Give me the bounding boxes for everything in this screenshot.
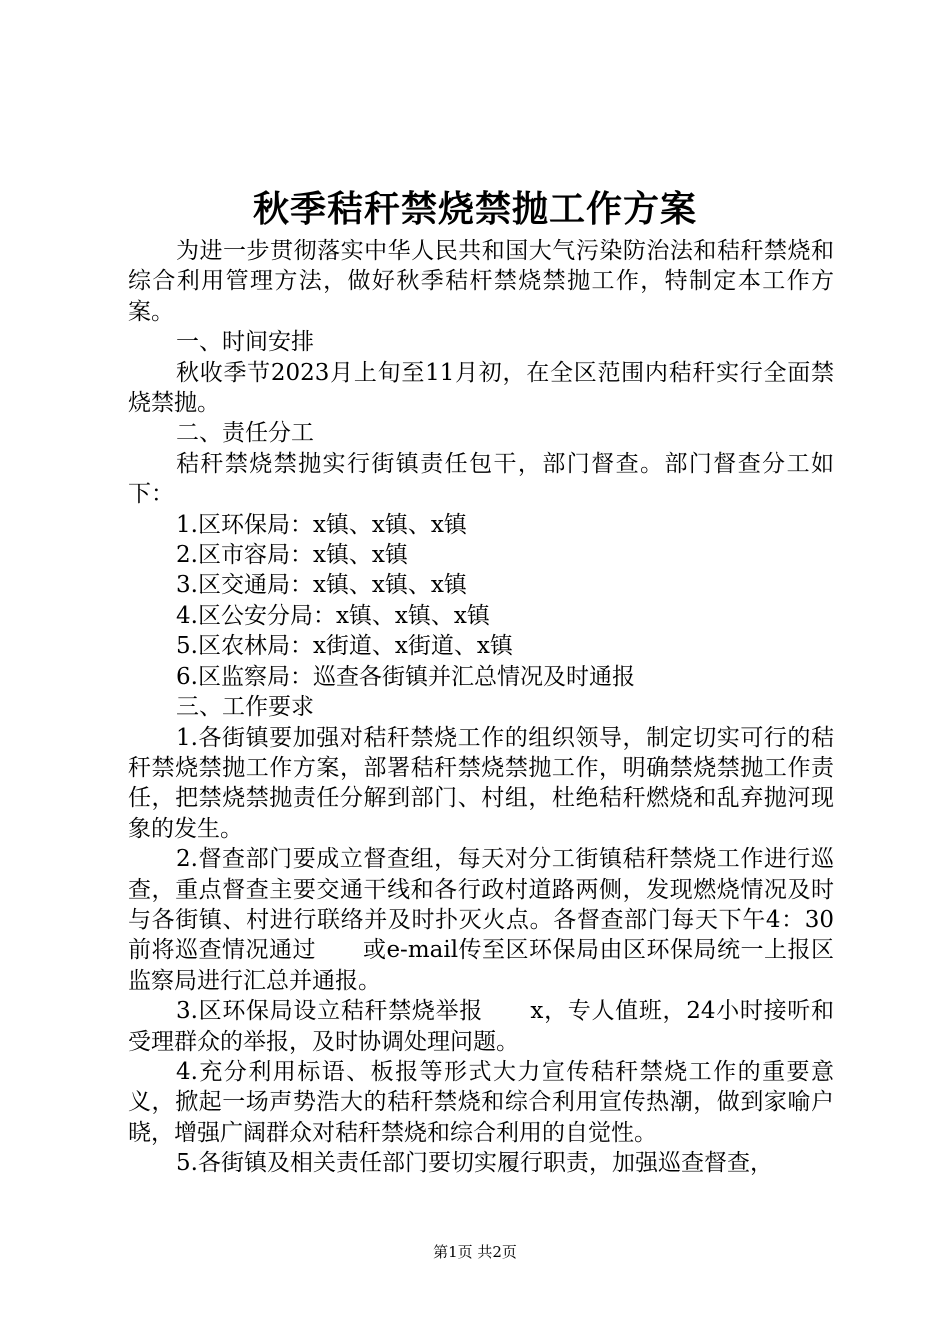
document-title: 秋季秸秆禁烧禁抛工作方案 (252, 188, 697, 230)
assignment-item: 6.区监察局：巡查各街镇并汇总情况及时通报 (176, 663, 635, 690)
page-footer: 第1页 共2页 (433, 1243, 517, 1261)
assignment-item: 2.区市容局：x镇、x镇 (176, 542, 408, 569)
assignment-item: 1.区环保局：x镇、x镇、x镇 (176, 511, 467, 538)
assignment-item: 4.区公安分局：x镇、x镇、x镇 (176, 602, 490, 629)
requirement-item: 2.督查部门要成立督查组，每天对分工街镇秸秆禁烧工作进行巡查，重点督查主要交通干线和各行政村道路两侧，发现燃烧情况及时与各街镇、村进行联络并及时扑灭火点。各督查部门每天下午4：30前将巡查情况通过 或e-mail传至区环保局由区环保局统一上报区监察局进行汇总并通报。 (128, 846, 834, 994)
document-body (128, 236, 834, 1179)
requirement-item: 4.充分利用标语、板报等形式大力宣传秸秆禁烧工作的重要意义，掀起一场声势浩大的秸秆禁烧和综合利用宣传热潮，做到家喻户晓，增强广阔群众对秸秆禁烧和综合利用的自觉性。 (128, 1058, 834, 1146)
section-heading-responsibility: 二、责任分工 (176, 420, 314, 447)
section-heading-time: 一、时间安排 (176, 329, 314, 356)
section-heading-requirements: 三、工作要求 (176, 694, 314, 721)
section-text-time: 秋收季节2023月上旬至11月初，在全区范围内秸秆实行全面禁烧禁抛。 (128, 359, 834, 417)
assignment-item: 3.区交通局：x镇、x镇、x镇 (176, 572, 467, 599)
requirement-item: 1.各街镇要加强对秸秆禁烧工作的组织领导，制定切实可行的秸秆禁烧禁抛工作方案，部署秸秆禁烧禁抛工作，明确禁烧禁抛工作责任，把禁烧禁抛责任分解到部门、村组，杜绝秸秆燃烧和乱弃抛河现象的发生。 (128, 724, 834, 842)
requirement-item: 3.区环保局设立秸秆禁烧举报 x，专人值班，24小时接听和受理群众的举报，及时协调处理问题。 (128, 998, 834, 1055)
assignment-item: 5.区农林局：x街道、x街道、x镇 (176, 633, 513, 660)
section-text-responsibility: 秸秆禁烧禁抛实行街镇责任包干，部门督查。部门督查分工如下： (128, 450, 834, 508)
intro-paragraph: 为进一步贯彻落实中华人民共和国大气污染防治法和秸秆禁烧和综合利用管理方法，做好秋季秸杆禁烧禁抛工作，特制定本工作方案。 (128, 238, 834, 325)
requirement-item: 5.各街镇及相关责任部门要切实履行职责，加强巡查督查， (176, 1150, 773, 1177)
